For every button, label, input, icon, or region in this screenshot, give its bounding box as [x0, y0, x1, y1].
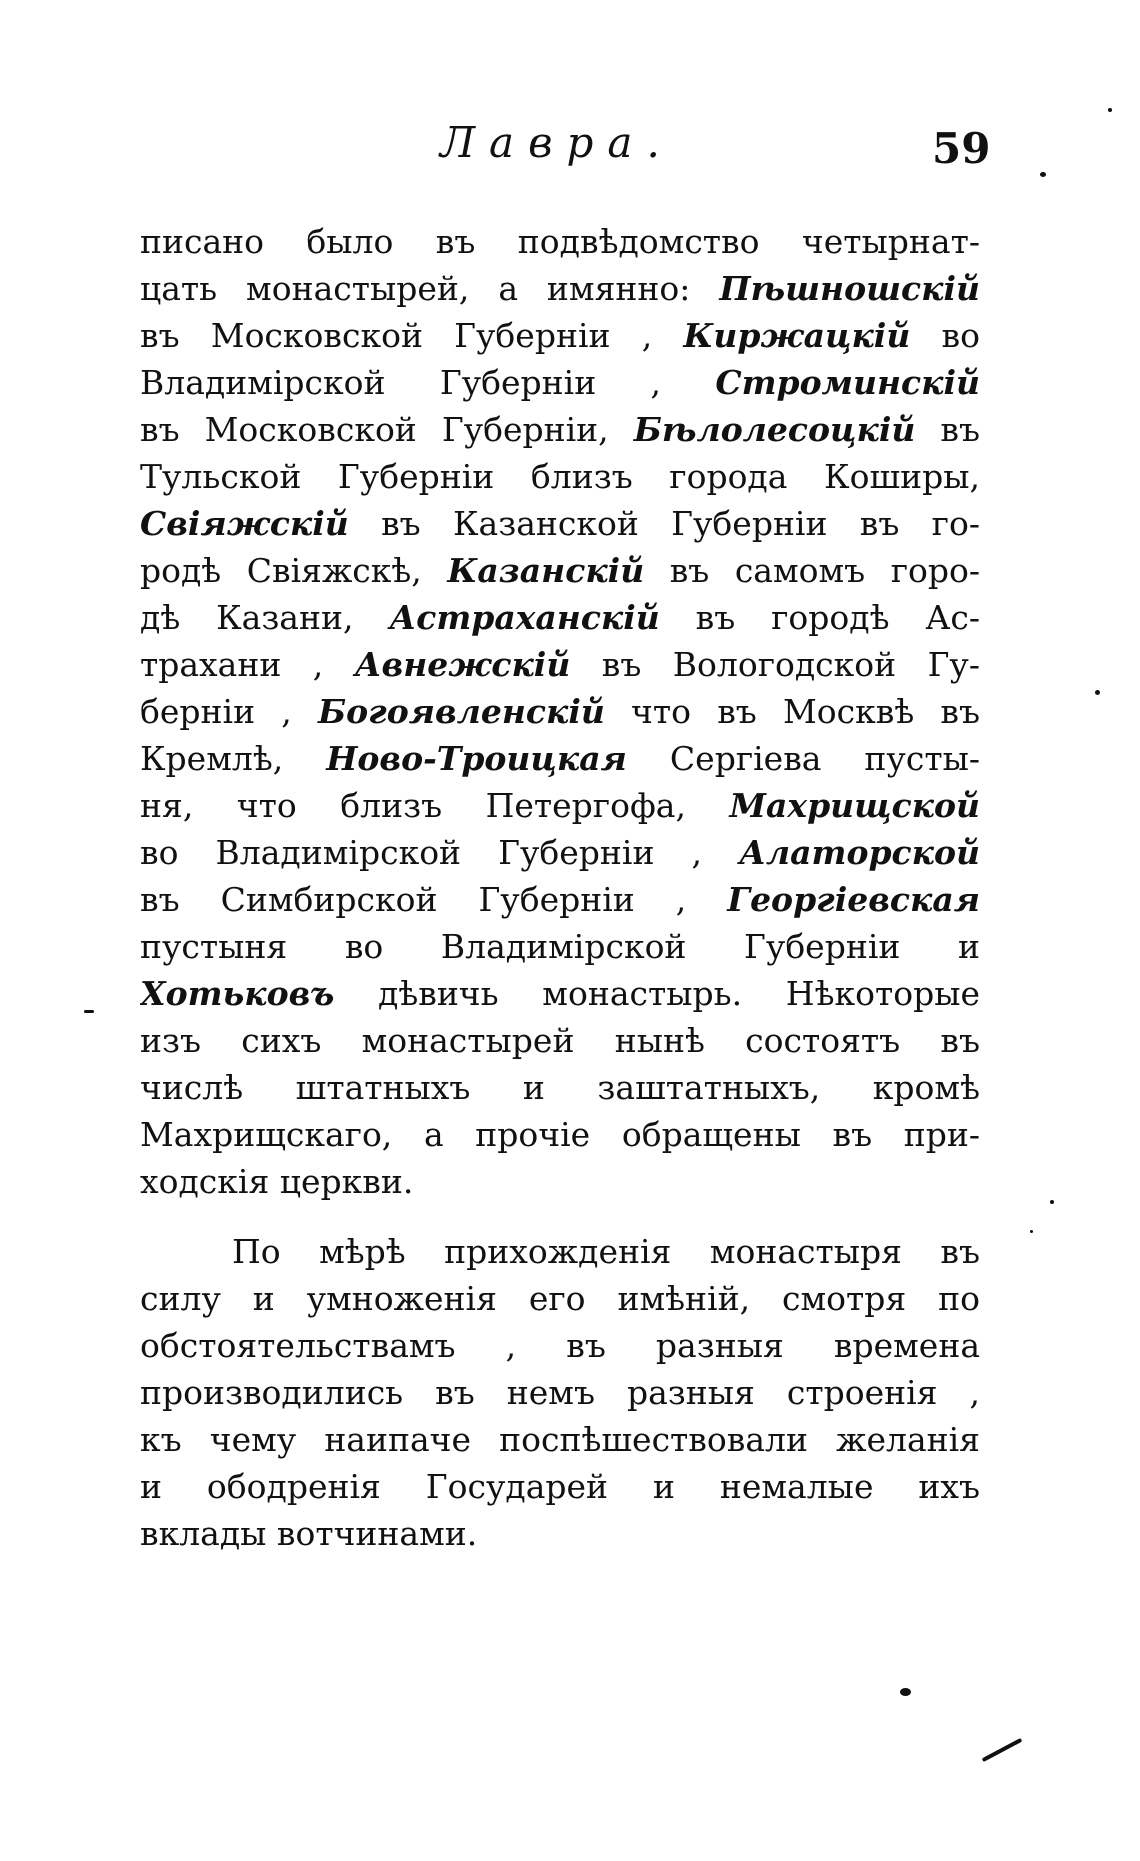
text-run: родѣ Свіяжскѣ, [140, 551, 448, 590]
text-run: и ободренія Государей и немалые ихъ [140, 1467, 980, 1506]
text-run: берніи , [140, 692, 318, 731]
italic-place-name: Казанскій [447, 551, 645, 590]
text-run: вклады вотчинами. [140, 1514, 478, 1553]
text-run: числѣ штатныхъ и заштатныхъ, кромѣ [140, 1068, 980, 1107]
text-line [140, 218, 980, 265]
text-line [140, 265, 980, 312]
text-run: во Владимірской Губерніи , [140, 833, 740, 872]
text-line [140, 500, 980, 547]
text-run: въ Казанской Губерніи въ го- [348, 504, 980, 543]
text-run: въ Симбирской Губерніи , [140, 880, 728, 919]
text-run: пустыня во Владимірской Губерніи и [140, 927, 980, 966]
text-line [140, 1369, 980, 1416]
text-line [140, 1463, 980, 1510]
text-line [140, 453, 980, 500]
italic-place-name: Алаторской [739, 833, 980, 872]
text-line [140, 1510, 980, 1557]
italic-place-name: Бѣлолесоцкій [633, 410, 916, 449]
italic-place-name: Ново-Троицкая [326, 739, 627, 778]
text-line [140, 547, 980, 594]
text-run: дѣвичь монастырь. Нѣкоторые [334, 974, 980, 1013]
text-run: ходскія церкви. [140, 1162, 414, 1201]
text-line [140, 312, 980, 359]
text-run: Тульской Губерніи близъ города Коширы, [140, 457, 980, 496]
scan-speck [1040, 172, 1046, 177]
text-line [140, 1228, 980, 1275]
italic-place-name: Махрищской [729, 786, 980, 825]
text-line [140, 1416, 980, 1463]
scan-speck [900, 1688, 911, 1696]
text-line [140, 876, 980, 923]
italic-place-name: Хотьковъ [140, 974, 335, 1013]
text-run: изъ сихъ монастырей нынѣ состоятъ въ [140, 1021, 980, 1060]
text-line [140, 1275, 980, 1322]
italic-place-name: Пѣшношскій [719, 269, 980, 308]
scan-speck [1095, 690, 1100, 695]
text-line [140, 829, 980, 876]
text-line [140, 688, 980, 735]
scan-speck [1108, 108, 1112, 112]
text-run: въ Вологодской Гу- [570, 645, 980, 684]
italic-place-name: Астраханскій [389, 598, 660, 637]
text-run: писано было въ подвѣдомство четырнат- [140, 222, 980, 261]
text-run: во [910, 316, 980, 355]
text-line [140, 1017, 980, 1064]
text-line [140, 1111, 980, 1158]
text-line [140, 923, 980, 970]
text-run: трахани , [140, 645, 355, 684]
text-line [140, 359, 980, 406]
text-run: въ самомъ горо- [644, 551, 980, 590]
text-line [140, 735, 980, 782]
text-line [140, 782, 980, 829]
text-line [140, 641, 980, 688]
text-run: обстоятельствамъ , въ разныя времена [140, 1326, 980, 1365]
italic-place-name: Авнежскій [354, 645, 571, 684]
text-run: въ Московской Губерніи, [140, 410, 634, 449]
text-run: въ Московской Губерніи , [140, 316, 684, 355]
scan-speck [84, 1010, 94, 1013]
text-run: Кремлѣ, [140, 739, 327, 778]
text-line [140, 970, 980, 1017]
running-head: Лавра. [440, 118, 674, 167]
text-run: къ чему наипаче поспѣшествовали желанія [140, 1420, 980, 1459]
scan-speck [1050, 1200, 1054, 1204]
text-line [140, 1158, 980, 1205]
text-run: производились въ немъ разныя строенія , [140, 1373, 980, 1412]
page-number: 59 [932, 124, 991, 173]
text-run: дѣ Казани, [140, 598, 390, 637]
paragraph-1 [140, 218, 980, 1205]
italic-place-name: Киржацкій [683, 316, 911, 355]
text-line [140, 1322, 980, 1369]
italic-place-name: Георгіевская [727, 880, 980, 919]
text-run: въ [915, 410, 980, 449]
italic-place-name: Свіяжскій [140, 504, 349, 543]
text-run: что въ Москвѣ въ [604, 692, 980, 731]
italic-place-name: Богоявленскій [317, 692, 605, 731]
scan-speck [982, 1738, 1023, 1762]
text-line [140, 1064, 980, 1111]
text-run: Махрищскаго, а прочіе обращены въ при- [140, 1115, 980, 1154]
text-line [140, 594, 980, 641]
paragraph-2 [140, 1228, 980, 1557]
text-run: ня, что близъ Петергофа, [140, 786, 730, 825]
italic-place-name: Строминскій [715, 363, 980, 402]
text-run: Сергіева пусты- [626, 739, 980, 778]
text-run: цать монастырей, а имянно: [140, 269, 720, 308]
text-run: въ городѣ Ас- [659, 598, 980, 637]
text-line [140, 406, 980, 453]
text-run: силу и умноженія его имѣній, смотря по [140, 1279, 980, 1318]
text-run: По мѣрѣ прихожденія монастыря въ [232, 1232, 980, 1271]
scan-speck [1030, 1230, 1033, 1233]
text-run: Владимірской Губерніи , [140, 363, 716, 402]
